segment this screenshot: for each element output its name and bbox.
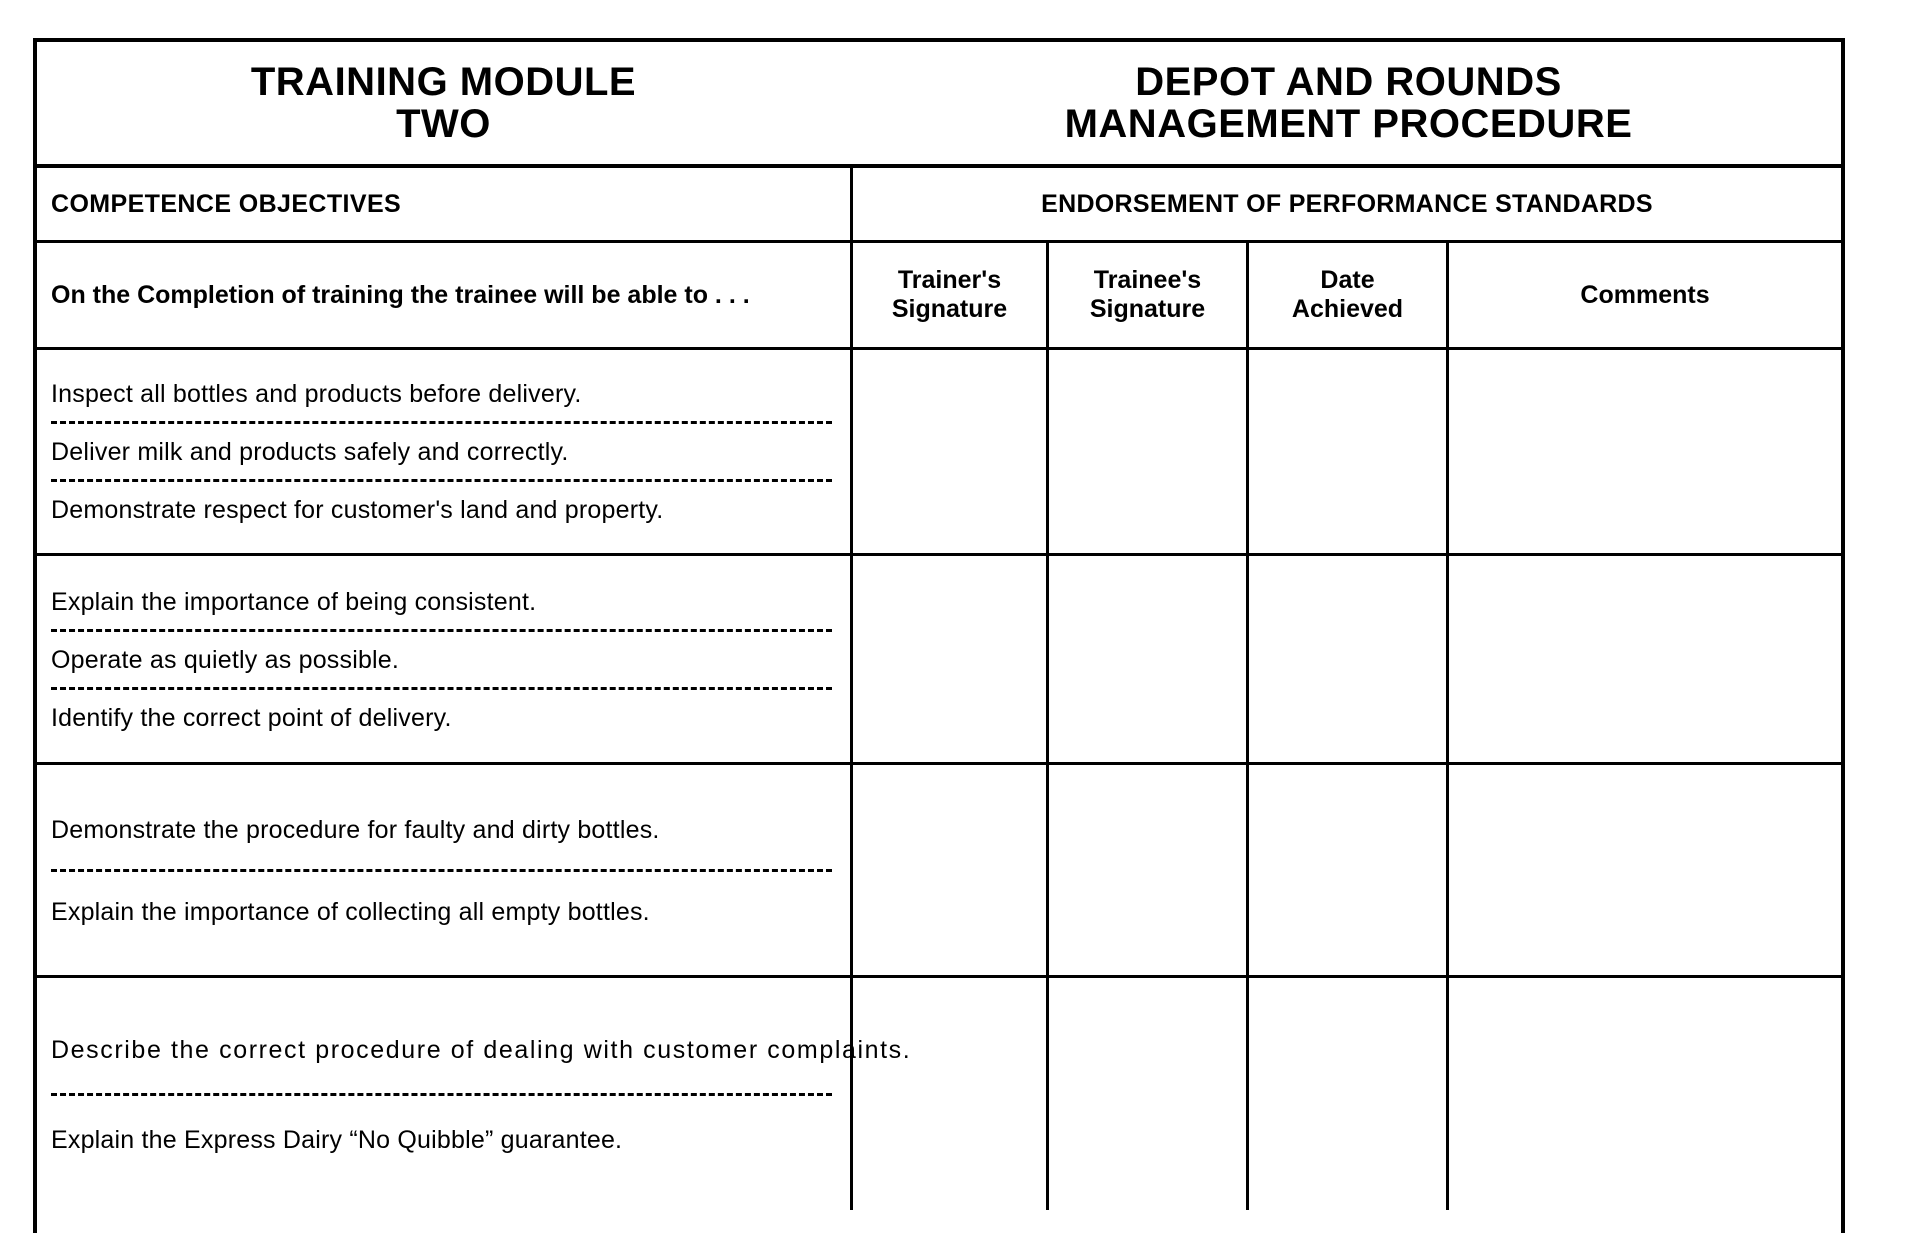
endorsement-heading: ENDORSEMENT OF PERFORMANCE STANDARDS [850, 168, 1841, 240]
objective-text: Explain the importance of collecting all empty bottles. [51, 897, 650, 926]
trainee-signature-line-2: Signature [1089, 295, 1206, 323]
trainee-signature-cell[interactable] [1046, 978, 1246, 1210]
objective-group-row [37, 978, 1841, 1210]
objective-text: Demonstrate respect for customer's land and property. [51, 496, 664, 524]
trainee-signature-cell[interactable] [1046, 556, 1246, 762]
objective-text: Identify the correct point of delivery. [51, 703, 452, 732]
date-achieved-cell[interactable] [1246, 350, 1446, 553]
comments-cell[interactable] [1446, 556, 1841, 762]
module-title [37, 42, 850, 164]
trainer-signature-cell[interactable] [850, 978, 1046, 1210]
objective-group-row [37, 350, 1841, 556]
column-header-trainee-signature [1046, 243, 1246, 347]
date-achieved-cell[interactable] [1246, 556, 1446, 762]
procedure-title-line-2: MANAGEMENT PROCEDURE [1064, 102, 1633, 146]
objective-group-row [37, 765, 1841, 978]
column-header-comments [1446, 243, 1841, 347]
date-achieved-cell[interactable] [1246, 978, 1446, 1210]
table-section-row [37, 168, 1841, 243]
table-title-row [37, 42, 1841, 168]
date-achieved-line-1: Date [1320, 266, 1375, 295]
competence-objectives-heading: COMPETENCE OBJECTIVES [51, 189, 402, 218]
objective-text: Inspect all bottles and products before delivery. [51, 380, 582, 408]
training-record-table [33, 38, 1845, 1233]
trainer-signature-line-1: Trainer's [897, 266, 1002, 295]
trainee-signature-cell[interactable] [1046, 350, 1246, 553]
objective-group-row [37, 556, 1841, 765]
objective-text: Explain the Express Dairy “No Quibble” guarantee. [51, 1125, 623, 1154]
date-achieved-line-2: Achieved [1291, 295, 1404, 323]
column-header-date-achieved [1246, 243, 1446, 347]
objective-group-cell [37, 350, 850, 553]
trainer-signature-line-2: Signature [891, 295, 1008, 323]
objective-text: Describe the correct procedure of dealing with customer complaints. [51, 1035, 912, 1064]
objective-text: Demonstrate the procedure for faulty and dirty bottles. [51, 815, 660, 844]
module-title-line-1: TRAINING MODULE [250, 59, 637, 104]
procedure-title-line-1: DEPOT AND ROUNDS [1135, 59, 1562, 104]
objectives-prompt: On the Completion of training the trainee will be able to . . . [51, 280, 750, 309]
objective-text: Operate as quietly as possible. [51, 645, 400, 674]
trainer-signature-cell[interactable] [850, 556, 1046, 762]
trainee-signature-line-1: Trainee's [1093, 266, 1202, 295]
trainer-signature-cell[interactable] [850, 350, 1046, 553]
table-column-header-row [37, 243, 1841, 350]
module-title-line-2: TWO [396, 102, 491, 146]
comments-cell[interactable] [1446, 978, 1841, 1210]
objective-text: Explain the importance of being consistent. [51, 587, 537, 616]
comments-cell[interactable] [1446, 350, 1841, 553]
date-achieved-cell[interactable] [1246, 765, 1446, 975]
procedure-title [850, 42, 1841, 164]
trainer-signature-cell[interactable] [850, 765, 1046, 975]
comments-label: Comments [1580, 280, 1710, 309]
objective-group-cell [37, 978, 912, 1210]
column-header-trainer-signature [850, 243, 1046, 347]
objective-group-cell [37, 556, 850, 762]
objective-group-cell [37, 765, 850, 975]
trainee-signature-cell[interactable] [1046, 765, 1246, 975]
objective-text: Deliver milk and products safely and correctly. [51, 438, 569, 466]
comments-cell[interactable] [1446, 765, 1841, 975]
